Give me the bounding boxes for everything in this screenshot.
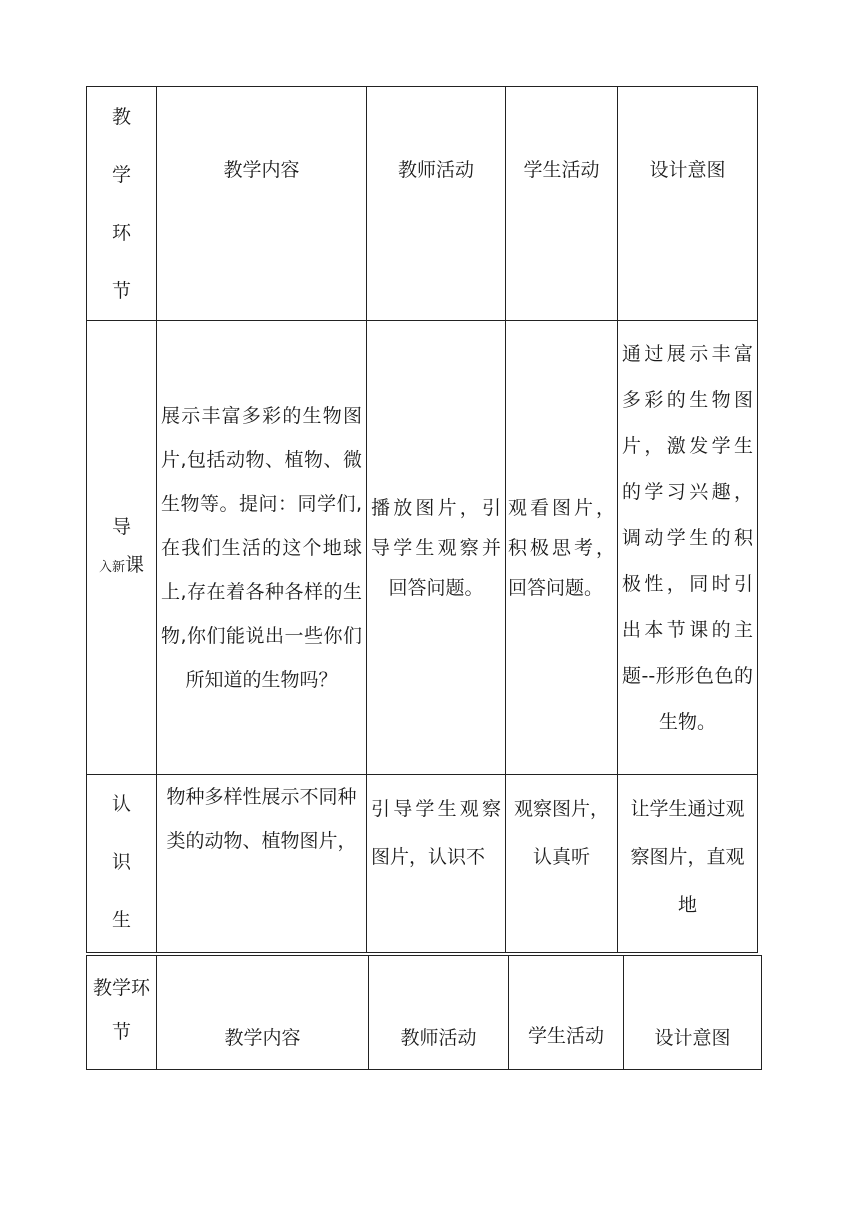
header-stage-char: 节 <box>111 279 131 302</box>
table-header-row-2 <box>87 956 762 1070</box>
header-intent: 设计意图 <box>618 87 758 321</box>
stage-recog-cell <box>87 775 157 953</box>
stage-intro-cell <box>87 321 157 775</box>
recog-content-text: 物种多样性展示不同种类的动物、植物图片， <box>166 786 357 852</box>
header2-student: 学生活动 <box>509 956 624 1070</box>
intro-teacher <box>367 321 506 775</box>
intro-content-text: 展示丰富多彩的生物图片,包括动物、植物、微生物等。提问：同学们,在我们生活的这个地球上,存在着各种各样的生物,你们能说出一些你们所知道的生物吗？ <box>161 404 362 691</box>
stage-recog-char: 识 <box>111 851 131 873</box>
intro-student-text: 观看图片，积极思考，回答问题。 <box>508 496 615 599</box>
header2-intent: 设计意图 <box>624 956 762 1070</box>
stage-intro-prefix: 入新 <box>98 560 125 575</box>
lesson-plan-table-continued <box>86 955 762 1070</box>
stage-recog-char: 生 <box>111 909 131 931</box>
stage-recog-char: 认 <box>111 793 131 815</box>
table-header-row <box>87 87 758 321</box>
intro-intent-text: 通过展示丰富多彩的生物图片，激发学生的学习兴趣，调动学生的积极性，同时引出本节课的主题--形形色色的生物。 <box>622 343 753 733</box>
lesson-plan-table <box>86 86 758 953</box>
intro-teacher-text: 播放图片，引导学生观察并回答问题。 <box>371 496 501 599</box>
header-content: 教学内容 <box>157 87 367 321</box>
header2-teacher: 教师活动 <box>369 956 509 1070</box>
header2-stage <box>87 956 157 1070</box>
intro-intent <box>618 321 758 775</box>
recog-intent-text: 让学生通过观察图片，直观地 <box>630 798 745 916</box>
table-row-recognize <box>87 775 758 953</box>
recog-teacher-text: 引导学生观察图片，认识不 <box>371 798 501 868</box>
table-row-intro <box>87 321 758 775</box>
recog-content <box>157 775 367 953</box>
recog-teacher <box>367 775 506 953</box>
header2-content: 教学内容 <box>157 956 369 1070</box>
header2-stage-text: 教学环节 <box>92 977 150 1043</box>
header-stage-char: 教 <box>111 105 131 128</box>
header-stage-char: 环 <box>111 221 131 244</box>
header-student: 学生活动 <box>506 87 618 321</box>
recog-intent <box>618 775 758 953</box>
recog-student-text: 观察图片，认真听 <box>513 798 609 868</box>
intro-student <box>506 321 618 775</box>
intro-content <box>157 321 367 775</box>
header-stage-char: 学 <box>111 163 131 186</box>
header-teacher: 教师活动 <box>367 87 506 321</box>
header-stage-cell <box>87 87 157 321</box>
stage-intro-suffix: 课 <box>125 554 145 576</box>
recog-student <box>506 775 618 953</box>
stage-intro-main: 导 <box>111 516 131 538</box>
